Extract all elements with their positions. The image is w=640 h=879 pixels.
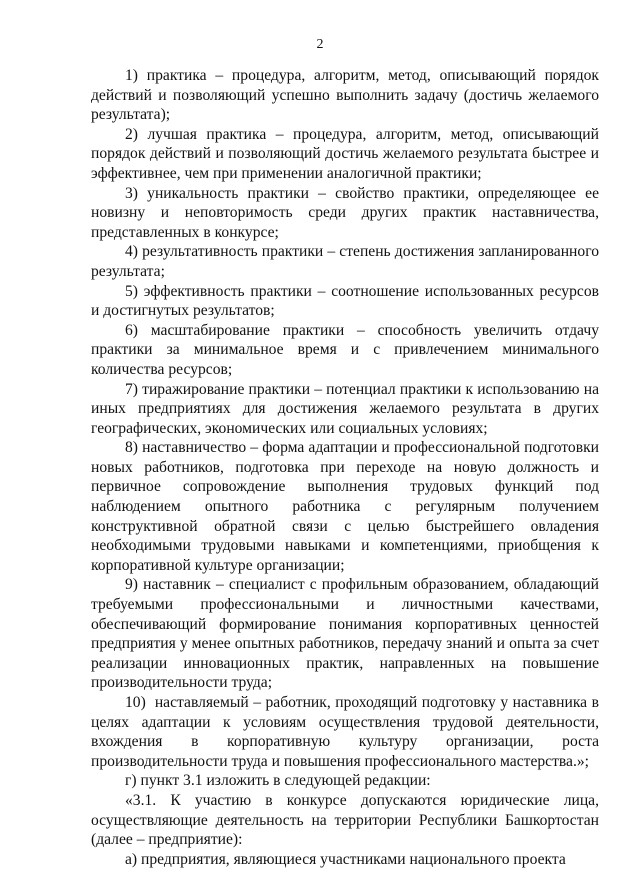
clause-3-1: «3.1. К участию в конкурсе допускаются юридические лица, осуществляющие деятельность на территории Республики Башкортостан (далее – предприятие): [91,791,599,849]
definition-efficiency: 5) эффективность практики – соотношение использованных ресурсов и достигнутых результатов; [91,282,599,320]
definition-effectiveness: 4) результативность практики – степень достижения запланированного результата; [91,243,599,280]
definition-scaling: 6) масштабирование практики – способность увеличить отдачу практики за минимальное время и с привлечением минимального количества ресурсов; [91,321,599,378]
amendment-point-g: г) пункт 3.1 изложить в следующей редакции: [125,772,431,790]
definition-mentee: 10) наставляемый – работник, проходящий подготовку у наставника в целях адаптации к условиям осуществления трудовой деятельности, вхождения в корпоративную культуру организации, роста производительности труда и повышения профессионального мастерства.»; [91,694,599,770]
document-body [91,66,599,869]
definition-uniqueness: 3) уникальность практики – свойство практики, определяющее ее новизну и неповторимость среди других практик наставничества, представленных в конкурсе; [91,184,599,241]
definition-replication: 7) тиражирование практики – потенциал практики к использованию на иных предприятиях для достижения желаемого результата в других географических, экономических или социальных условиях; [91,380,599,437]
definition-mentor: 9) наставник – специалист с профильным образованием, обладающий требуемыми профессиональными и личностными качествами, обеспечивающий формирование понимания корпоративных ценностей предприятия у менее опытных работников, передачу знаний и опыта за счет реализации инновационных практик, направленных на повышение производительности труда; [91,576,599,692]
definition-best-practice: 2) лучшая практика – процедура, алгоритм, метод, описывающий порядок действий и позволяющий достичь желаемого результата быстрее и эффективнее, чем при применении аналогичной практики; [91,125,599,182]
clause-3-1-item-a: а) предприятия, являющиеся участниками национального проекта [125,850,566,868]
definition-practice: 1) практика – процедура, алгоритм, метод, описывающий порядок действий и позволяющий успешно выполнить задачу (достичь желаемого результата); [91,67,599,124]
definition-mentoring: 8) наставничество – форма адаптации и профессиональной подготовки новых работников, подготовка при переходе на новую должность и первичное сопровождение выполнения трудовых функций под наблюдением опытного работника с регулярным получением конструктивной обратной связи с целью быстрейшего овладения необходимыми трудовыми навыками и компетенциями, приобщения к корпоративной культуре организации; [91,439,599,574]
page-number: 2 [316,37,324,52]
